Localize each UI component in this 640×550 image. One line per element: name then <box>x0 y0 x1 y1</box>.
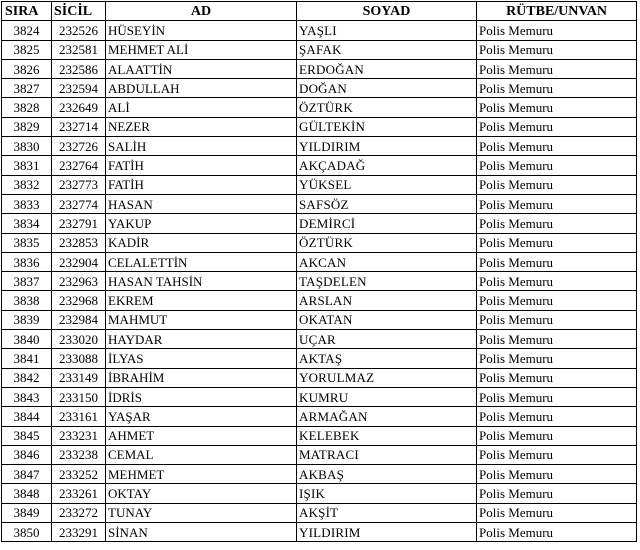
cell-ad: FATİH <box>106 175 297 194</box>
cell-sira: 3841 <box>2 349 52 368</box>
cell-ad: YAŞAR <box>106 407 297 426</box>
cell-sira: 3825 <box>2 40 52 59</box>
cell-soyad: UÇAR <box>297 330 477 349</box>
cell-rutbe: Polis Memuru <box>477 156 637 175</box>
cell-soyad: AKŞİT <box>297 503 477 522</box>
table-row <box>2 40 637 59</box>
cell-rutbe: Polis Memuru <box>477 252 637 271</box>
cell-rutbe: Polis Memuru <box>477 484 637 503</box>
cell-soyad: ERDOĞAN <box>297 59 477 78</box>
cell-soyad: YÜKSEL <box>297 175 477 194</box>
personnel-table <box>1 1 637 542</box>
cell-rutbe: Polis Memuru <box>477 523 637 542</box>
cell-sicil: 232581 <box>52 40 106 59</box>
cell-sira: 3840 <box>2 330 52 349</box>
cell-ad: İBRAHİM <box>106 368 297 387</box>
cell-sira: 3838 <box>2 291 52 310</box>
cell-sira: 3824 <box>2 21 52 40</box>
cell-ad: HÜSEYİN <box>106 21 297 40</box>
cell-soyad: YORULMAZ <box>297 368 477 387</box>
cell-sira: 3848 <box>2 484 52 503</box>
cell-soyad: ARSLAN <box>297 291 477 310</box>
cell-rutbe: Polis Memuru <box>477 310 637 329</box>
cell-sicil: 233261 <box>52 484 106 503</box>
table-row <box>2 484 637 503</box>
cell-sicil: 232649 <box>52 98 106 117</box>
cell-sira: 3842 <box>2 368 52 387</box>
cell-sira: 3829 <box>2 117 52 136</box>
table-row <box>2 310 637 329</box>
cell-sicil: 233252 <box>52 465 106 484</box>
cell-ad: FATİH <box>106 156 297 175</box>
cell-soyad: YILDIRIM <box>297 137 477 156</box>
cell-ad: MAHMUT <box>106 310 297 329</box>
cell-rutbe: Polis Memuru <box>477 40 637 59</box>
cell-ad: ALAATTİN <box>106 59 297 78</box>
cell-rutbe: Polis Memuru <box>477 98 637 117</box>
cell-ad: CEMAL <box>106 445 297 464</box>
cell-sira: 3847 <box>2 465 52 484</box>
cell-rutbe: Polis Memuru <box>477 137 637 156</box>
cell-sicil: 233020 <box>52 330 106 349</box>
cell-sira: 3827 <box>2 79 52 98</box>
table-row <box>2 98 637 117</box>
cell-rutbe: Polis Memuru <box>477 272 637 291</box>
cell-sicil: 232773 <box>52 175 106 194</box>
table-row <box>2 291 637 310</box>
table-row <box>2 349 637 368</box>
table-row <box>2 156 637 175</box>
cell-ad: SALİH <box>106 137 297 156</box>
cell-ad: NEZER <box>106 117 297 136</box>
table-row <box>2 59 637 78</box>
cell-soyad: IŞIK <box>297 484 477 503</box>
cell-soyad: ÖZTÜRK <box>297 98 477 117</box>
cell-sicil: 232764 <box>52 156 106 175</box>
cell-sira: 3832 <box>2 175 52 194</box>
table-row <box>2 21 637 40</box>
cell-soyad: DOĞAN <box>297 79 477 98</box>
table-row <box>2 214 637 233</box>
header-rutbe: RÜTBE/UNVAN <box>477 2 637 21</box>
cell-sicil: 232714 <box>52 117 106 136</box>
cell-sira: 3844 <box>2 407 52 426</box>
cell-ad: EKREM <box>106 291 297 310</box>
cell-ad: CELALETTİN <box>106 252 297 271</box>
cell-soyad: AKBAŞ <box>297 465 477 484</box>
cell-sira: 3830 <box>2 137 52 156</box>
cell-soyad: OKATAN <box>297 310 477 329</box>
cell-soyad: ARMAĞAN <box>297 407 477 426</box>
cell-rutbe: Polis Memuru <box>477 79 637 98</box>
cell-sira: 3826 <box>2 59 52 78</box>
header-sicil: SİCİL <box>52 2 106 21</box>
cell-soyad: GÜLTEKİN <box>297 117 477 136</box>
cell-ad: HAYDAR <box>106 330 297 349</box>
table-row <box>2 79 637 98</box>
cell-rutbe: Polis Memuru <box>477 59 637 78</box>
table-row <box>2 368 637 387</box>
cell-soyad: TAŞDELEN <box>297 272 477 291</box>
cell-ad: İDRİS <box>106 387 297 406</box>
cell-sicil: 232586 <box>52 59 106 78</box>
cell-sira: 3835 <box>2 233 52 252</box>
cell-sicil: 232791 <box>52 214 106 233</box>
cell-soyad: KUMRU <box>297 387 477 406</box>
cell-sicil: 233272 <box>52 503 106 522</box>
cell-sicil: 233149 <box>52 368 106 387</box>
cell-ad: KADİR <box>106 233 297 252</box>
cell-soyad: KELEBEK <box>297 426 477 445</box>
cell-soyad: DEMİRCİ <box>297 214 477 233</box>
cell-rutbe: Polis Memuru <box>477 330 637 349</box>
table-row <box>2 272 637 291</box>
cell-soyad: AKCAN <box>297 252 477 271</box>
table-row <box>2 330 637 349</box>
cell-ad: ABDULLAH <box>106 79 297 98</box>
cell-rutbe: Polis Memuru <box>477 21 637 40</box>
cell-soyad: SAFSÖZ <box>297 194 477 213</box>
table-row <box>2 523 637 542</box>
cell-rutbe: Polis Memuru <box>477 387 637 406</box>
header-ad: AD <box>106 2 297 21</box>
cell-sicil: 233161 <box>52 407 106 426</box>
cell-soyad: ÖZTÜRK <box>297 233 477 252</box>
table-row <box>2 503 637 522</box>
table-body <box>2 21 637 542</box>
cell-sira: 3843 <box>2 387 52 406</box>
cell-sira: 3834 <box>2 214 52 233</box>
table-row <box>2 233 637 252</box>
cell-sicil: 232968 <box>52 291 106 310</box>
cell-sicil: 233291 <box>52 523 106 542</box>
cell-ad: İLYAS <box>106 349 297 368</box>
header-sira: SIRA <box>2 2 52 21</box>
cell-rutbe: Polis Memuru <box>477 117 637 136</box>
cell-rutbe: Polis Memuru <box>477 349 637 368</box>
cell-rutbe: Polis Memuru <box>477 445 637 464</box>
table-row <box>2 407 637 426</box>
cell-sira: 3845 <box>2 426 52 445</box>
cell-soyad: AKTAŞ <box>297 349 477 368</box>
cell-sicil: 232904 <box>52 252 106 271</box>
cell-rutbe: Polis Memuru <box>477 233 637 252</box>
cell-rutbe: Polis Memuru <box>477 291 637 310</box>
cell-sira: 3836 <box>2 252 52 271</box>
cell-ad: MEHMET ALİ <box>106 40 297 59</box>
table-row <box>2 252 637 271</box>
cell-ad: HASAN <box>106 194 297 213</box>
cell-soyad: ŞAFAK <box>297 40 477 59</box>
cell-sira: 3839 <box>2 310 52 329</box>
cell-ad: TUNAY <box>106 503 297 522</box>
cell-sira: 3833 <box>2 194 52 213</box>
cell-rutbe: Polis Memuru <box>477 407 637 426</box>
cell-sira: 3849 <box>2 503 52 522</box>
cell-sicil: 232526 <box>52 21 106 40</box>
cell-sira: 3828 <box>2 98 52 117</box>
cell-sira: 3831 <box>2 156 52 175</box>
cell-rutbe: Polis Memuru <box>477 214 637 233</box>
table-row <box>2 445 637 464</box>
cell-rutbe: Polis Memuru <box>477 426 637 445</box>
cell-soyad: MATRACI <box>297 445 477 464</box>
table-row <box>2 117 637 136</box>
cell-sicil: 232984 <box>52 310 106 329</box>
cell-sicil: 233231 <box>52 426 106 445</box>
cell-sira: 3837 <box>2 272 52 291</box>
cell-ad: AHMET <box>106 426 297 445</box>
cell-sira: 3850 <box>2 523 52 542</box>
table-row <box>2 175 637 194</box>
cell-ad: MEHMET <box>106 465 297 484</box>
cell-sira: 3846 <box>2 445 52 464</box>
cell-sicil: 233088 <box>52 349 106 368</box>
cell-sicil: 232726 <box>52 137 106 156</box>
cell-soyad: YAŞLI <box>297 21 477 40</box>
cell-sicil: 232963 <box>52 272 106 291</box>
cell-sicil: 232774 <box>52 194 106 213</box>
cell-ad: SİNAN <box>106 523 297 542</box>
cell-rutbe: Polis Memuru <box>477 175 637 194</box>
cell-ad: OKTAY <box>106 484 297 503</box>
table-row <box>2 194 637 213</box>
table-row <box>2 137 637 156</box>
cell-soyad: YILDIRIM <box>297 523 477 542</box>
cell-rutbe: Polis Memuru <box>477 368 637 387</box>
cell-soyad: AKÇADAĞ <box>297 156 477 175</box>
table-row <box>2 426 637 445</box>
table-row <box>2 387 637 406</box>
cell-ad: HASAN TAHSİN <box>106 272 297 291</box>
cell-ad: YAKUP <box>106 214 297 233</box>
table-row <box>2 465 637 484</box>
cell-sicil: 233150 <box>52 387 106 406</box>
cell-sicil: 232853 <box>52 233 106 252</box>
cell-sicil: 233238 <box>52 445 106 464</box>
cell-ad: ALİ <box>106 98 297 117</box>
cell-rutbe: Polis Memuru <box>477 503 637 522</box>
cell-sicil: 232594 <box>52 79 106 98</box>
cell-rutbe: Polis Memuru <box>477 194 637 213</box>
header-soyad: SOYAD <box>297 2 477 21</box>
cell-rutbe: Polis Memuru <box>477 465 637 484</box>
header-row <box>2 2 637 21</box>
